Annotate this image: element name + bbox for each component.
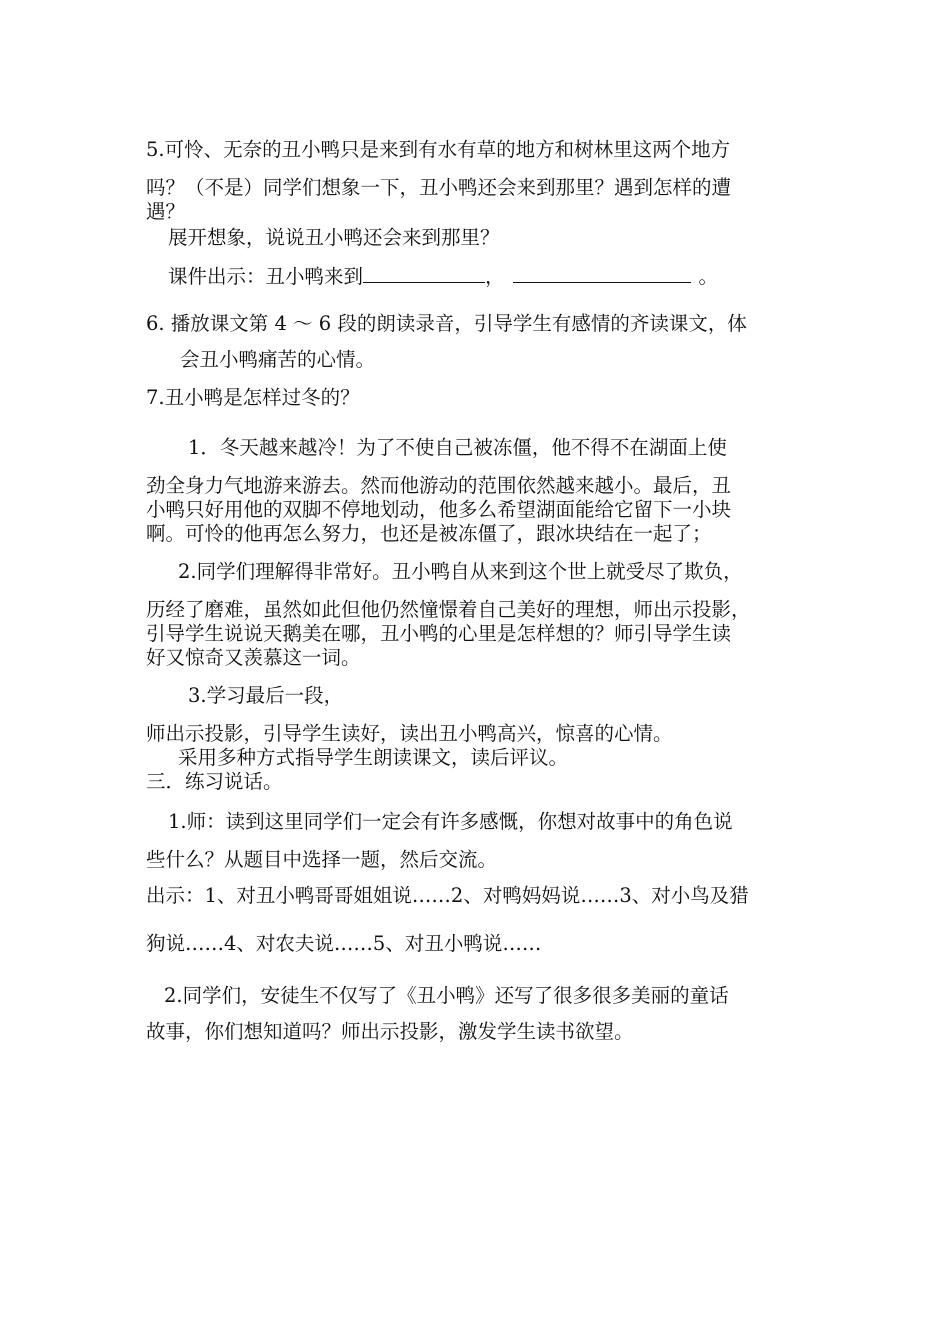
paragraph-line: 小鸭只好用他的双脚不停地划动，他多么希望湖面能给它留下一小块	[146, 498, 732, 521]
paragraph-line: 出示：1、对丑小鸭哥哥姐姐说……2、对鸭妈妈说……3、对小鸟及猎	[146, 884, 749, 907]
paragraph-line: 遇？	[146, 200, 186, 223]
paragraph-line: 师出示投影，引导学生读好，读出丑小鸭高兴，惊喜的心情。	[146, 722, 673, 745]
paragraph-line: 5.可怜、无奈的丑小鸭只是来到有水有草的地方和树林里这两个地方	[146, 138, 731, 161]
paragraph-line: 劲全身力气地游来游去。然而他游动的范围依然越来越小。最后，丑	[146, 474, 732, 497]
paragraph-line: 狗说……4、对农夫说……5、对丑小鸭说……	[146, 932, 542, 955]
paragraph-line: 故事，你们想知道吗？师出示投影，激发学生读书欲望。	[146, 1020, 634, 1043]
paragraph-line: 好又惊奇又羡慕这一词。	[146, 646, 361, 669]
paragraph-line: 吗？（不是）同学们想象一下，丑小鸭还会来到那里？遇到怎样的遭	[146, 176, 732, 199]
paragraph-line: 展开想象，说说丑小鸭还会来到那里？	[168, 226, 500, 249]
fill-in-line	[168, 262, 718, 289]
paragraph-line: 啊。可怜的他再怎么努力，也还是被冻僵了，跟冰块结在一起了；	[146, 522, 712, 545]
paragraph-line: 会丑小鸭痛苦的心情。	[180, 348, 376, 371]
paragraph-line: 些什么？从题目中选择一题，然后交流。	[146, 848, 498, 871]
answer-blank-2	[513, 262, 691, 283]
answer-blank-1	[363, 262, 485, 283]
fill-in-end: 。	[698, 265, 719, 288]
section-heading: 三．练习说话。	[146, 770, 283, 793]
fill-in-prefix: 课件出示：丑小鸭来到	[168, 265, 364, 288]
fill-in-separator: ，	[485, 265, 505, 288]
paragraph-line: 2.同学们，安徒生不仅写了《丑小鸭》还写了很多很多美丽的童话	[164, 984, 729, 1007]
paragraph-line: 2.同学们理解得非常好。丑小鸭自从来到这个世上就受尽了欺负，	[178, 560, 743, 583]
paragraph-line: 7.丑小鸭是怎样过冬的？	[146, 386, 360, 409]
paragraph-line: 引导学生说说天鹅美在哪，丑小鸭的心里是怎样想的？师引导学生读	[146, 622, 732, 645]
paragraph-line: 1.师：读到这里同学们一定会有许多感慨，你想对故事中的角色说	[168, 810, 733, 833]
paragraph-line: 6. 播放课文第 4 ～ 6 段的朗读录音，引导学生有感情的齐读课文，体	[146, 312, 747, 335]
paragraph-line: 1．冬天越来越冷！为了不使自己被冻僵，他不得不在湖面上使	[188, 436, 727, 459]
paragraph-line: 采用多种方式指导学生朗读课文，读后评议。	[178, 746, 569, 769]
paragraph-line: 3.学习最后一段，	[188, 684, 344, 707]
paragraph-line: 历经了磨难，虽然如此但他仍然憧憬着自己美好的理想，师出示投影，	[146, 598, 751, 621]
